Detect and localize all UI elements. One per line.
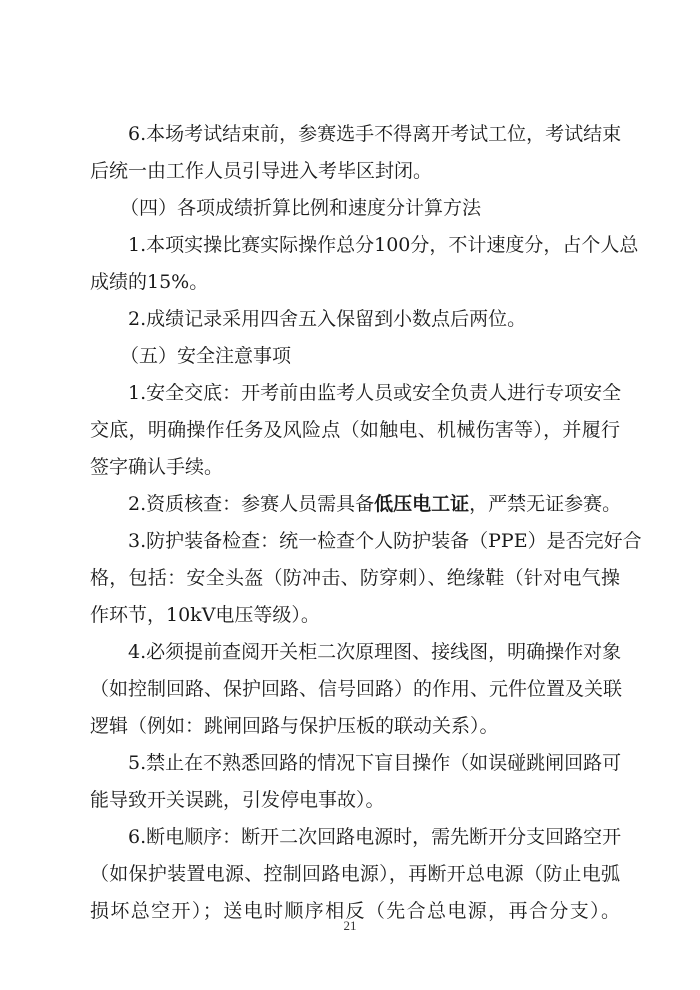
paragraph-score-1-line-1: 1.本项实操比赛实际操作总分100分，不计速度分，占个人总 — [128, 234, 639, 256]
paragraph-safety-3-line-2: 格，包括：安全头盔（防冲击、防穿刺）、绝缘鞋（针对电气操 — [90, 567, 620, 589]
paragraph-safety-1-line-3: 签字确认手续。 — [90, 456, 224, 478]
safety-2-text-end: ，严禁无证参赛。 — [469, 493, 622, 515]
paragraph-safety-3-line-3: 作环节，10kV电压等级）。 — [90, 604, 320, 626]
paragraph-safety-3-line-1: 3.防护装备检查：统一检查个人防护装备（PPE）是否完好合 — [128, 530, 642, 552]
paragraph-safety-4-line-1: 4.必须提前查阅开关柜二次原理图、接线图，明确操作对象 — [128, 641, 622, 663]
certificate-emphasis: 低压电工证 — [374, 493, 470, 515]
paragraph-safety-5-line-1: 5.禁止在不熟悉回路的情况下盲目操作（如误碰跳闸回路可 — [128, 752, 622, 774]
paragraph-safety-4-line-2: （如控制回路、保护回路、信号回路）的作用、元件位置及关联 — [90, 678, 623, 700]
paragraph-safety-5-line-2: 能导致开关误跳，引发停电事故）。 — [90, 789, 385, 811]
paragraph-safety-6-line-2: （如保护装置电源、控制回路电源），再断开总电源（防止电弧 — [90, 863, 620, 885]
paragraph-safety-4-line-3: 逻辑（例如：跳闸回路与保护压板的联动关系）。 — [90, 715, 499, 737]
section-heading-4: （四）各项成绩折算比例和速度分计算方法 — [120, 197, 482, 219]
paragraph-safety-6-line-1: 6.断电顺序：断开二次回路电源时，需先断开分支回路空开 — [128, 826, 622, 848]
paragraph-safety-1-line-2: 交底，明确操作任务及风险点（如触电、机械伤害等），并履行 — [90, 419, 620, 441]
safety-2-text-start: 2.资质核查：参赛人员需具备 — [128, 493, 375, 515]
paragraph-safety-1-line-1: 1.安全交底：开考前由监考人员或安全负责人进行专项安全 — [128, 382, 622, 404]
paragraph-exam-end-line-2: 后统一由工作人员引导进入考毕区封闭。 — [90, 160, 433, 182]
page-number: 21 — [343, 918, 357, 933]
paragraph-exam-end-line-1: 6.本场考试结束前，参赛选手不得离开考试工位，考试结束 — [128, 123, 622, 145]
section-heading-5: （五）安全注意事项 — [120, 345, 292, 367]
paragraph-safety-2 — [90, 486, 620, 523]
paragraph-score-1-line-2: 成绩的15%。 — [90, 271, 209, 293]
paragraph-safety-6-line-3: 损坏总空开）；送电时顺序相反（先合总电源，再合分支）。 — [90, 900, 620, 922]
paragraph-score-2: 2.成绩记录采用四舍五入保留到小数点后两位。 — [128, 308, 527, 330]
document-body — [90, 116, 642, 930]
